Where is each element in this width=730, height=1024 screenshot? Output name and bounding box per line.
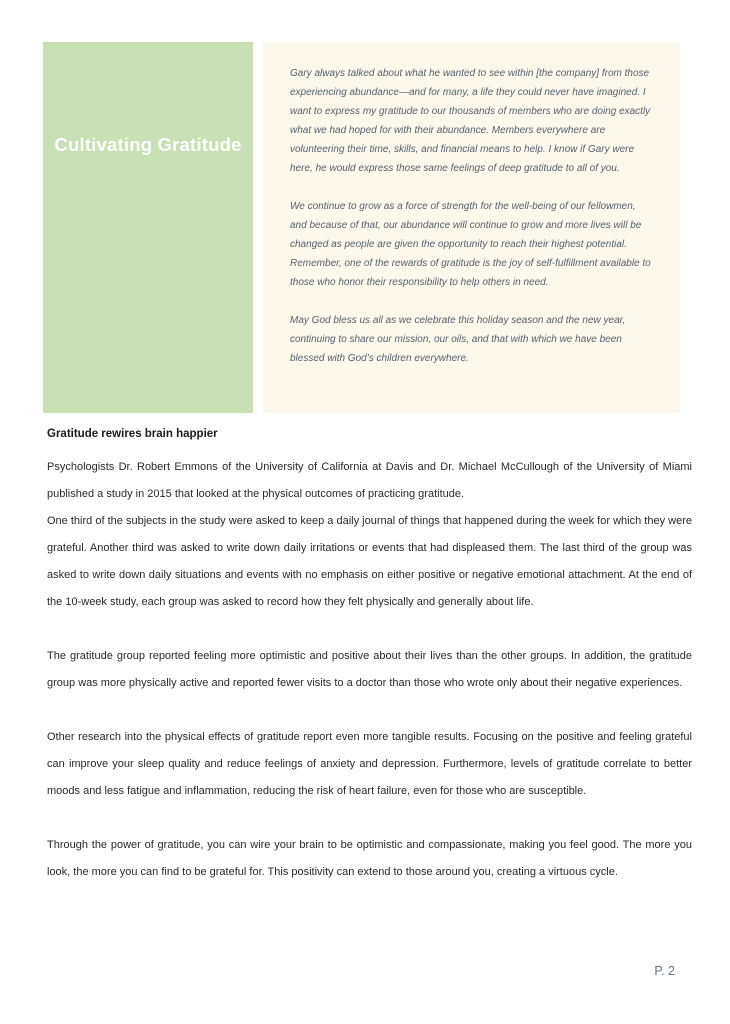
article-paragraph: Through the power of gratitude, you can wire your brain to be optimistic and compassionate, making you feel good. The more you look, the more you can find to be grateful for. This positivity can extend to those around you, creating a virtuous cycle. [47,839,692,878]
quote-paragraph: Gary always talked about what he wanted to see within [the company] from those experiencing abundance—and for many, a life they could never have imagined. I want to express my gratitude to our thousands of members who are doing exactly what we had hoped for with their abundance. Members everywhere are volunteering their time, skills, and financial means to help. I know if Gary were here, he would express those same feelings of deep gratitude to all of you. [290,68,651,174]
quote-panel [263,42,680,413]
article-paragraph: One third of the subjects in the study were asked to keep a daily journal of things that happened during the week for which they were grateful. Another third was asked to write down daily irritations or events that had displeased them. The last third of the group was asked to write down daily situations and events with no emphasis on either positive or negative emotional attachment. At the end of the 10-week study, each group was asked to record how they felt physically and generally about life. [47,515,692,608]
article-paragraph: The gratitude group reported feeling more optimistic and positive about their lives than the other groups. In addition, the gratitude group was more physically active and reported fewer visits to a doctor than those who wrote only about their negative experiences. [47,650,692,689]
article-paragraph: Psychologists Dr. Robert Emmons of the University of California at Davis and Dr. Michael McCullough of the University of Miami published a study in 2015 that looked at the physical outcomes of practicing gratitude. [47,461,692,500]
title-banner [43,42,253,413]
banner-title: Cultivating Gratitude [54,134,242,155]
article-paragraph: Other research into the physical effects of gratitude report even more tangible results. Focusing on the positive and feeling grateful can improve your sleep quality and reduce feelings of anxiety and depression. Furthermore, levels of gratitude correlate to better moods and less fatigue and inflammation, reducing the risk of heart failure, even for those who are susceptible. [47,731,692,797]
quote-paragraph: We continue to grow as a force of strength for the well-being of our fellowmen, and because of that, our abundance will continue to grow and more lives will be changed as people are given the opportunity to reach their highest potential. Remember, one of the rewards of gratitude is the joy of self-fulfillment available to those who honor their responsibility to help others in need. [290,201,651,288]
page-number: P. 2 [654,964,675,978]
hero-row [43,42,680,413]
quote-paragraph: May God bless us all as we celebrate this holiday season and the new year, continuing to share our mission, our oils, and that with which we have been blessed with God’s children everywhere. [290,315,626,364]
article-body [47,428,692,886]
article-heading: Gratitude rewires brain happier [47,428,218,440]
